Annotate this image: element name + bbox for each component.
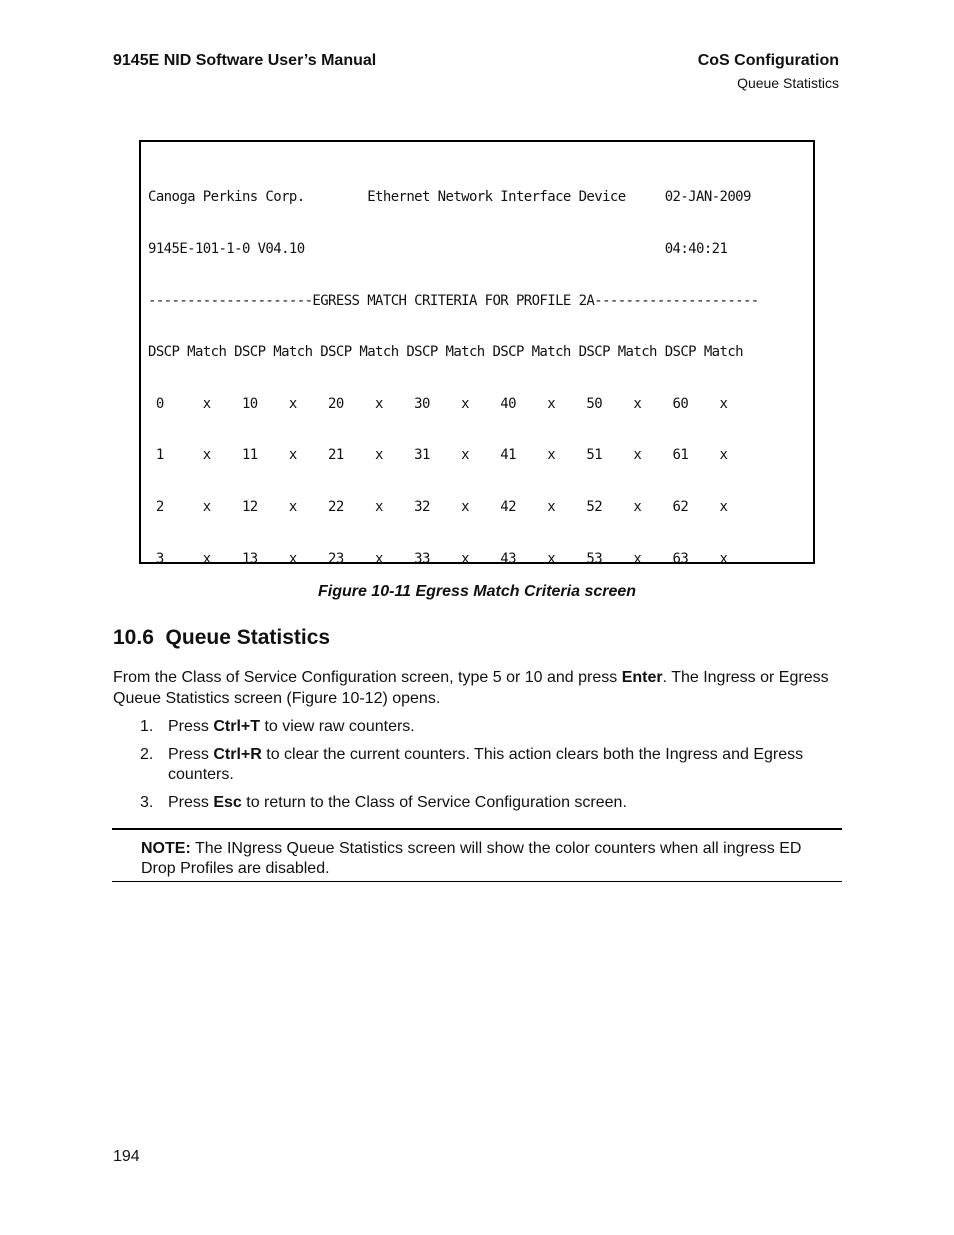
step-text-post: to clear the current counters. This action clears both the Ingress and Egress counters. bbox=[168, 746, 804, 783]
chapter-subtitle: Queue Statistics bbox=[737, 75, 839, 91]
terminal-line: Canoga Perkins Corp. Ethernet Network Interface Device 02-JAN-2009 bbox=[148, 189, 751, 206]
terminal-line: ---------------------EGRESS MATCH CRITERIA FOR PROFILE 2A--------------------- bbox=[148, 292, 759, 309]
step-key: Ctrl+T bbox=[213, 718, 261, 735]
terminal-line: 0 x 10 x 20 x 30 x 40 x 50 x 60 x bbox=[148, 395, 728, 412]
section-title: Queue Statistics bbox=[165, 626, 331, 649]
chapter-title: CoS Configuration bbox=[697, 52, 839, 69]
section-heading bbox=[113, 626, 330, 650]
figure-caption: Figure 10-11 Egress Match Criteria screen bbox=[317, 583, 637, 600]
step-text-pre: Press bbox=[168, 794, 214, 811]
step-number: 3. bbox=[140, 794, 154, 811]
terminal-text bbox=[141, 142, 813, 564]
terminal-line: 3 x 13 x 23 x 33 x 43 x 53 x 63 x bbox=[148, 550, 728, 564]
list-item bbox=[113, 793, 843, 813]
intro-key: Enter bbox=[621, 669, 663, 686]
step-text-post: to view raw counters. bbox=[260, 718, 415, 735]
terminal-line: DSCP Match DSCP Match DSCP Match DSCP Match DSCP Match DSCP Match DSCP Match bbox=[148, 344, 743, 361]
terminal-line: 2 x 12 x 22 x 32 x 42 x 52 x 62 x bbox=[148, 498, 728, 515]
intro-paragraph bbox=[113, 667, 843, 709]
note-text: The INgress Queue Statistics screen will show the color counters when all ingress ED Drop Profiles are disabled. bbox=[141, 840, 802, 877]
list-item bbox=[113, 717, 843, 737]
note-bottom-divider bbox=[112, 881, 842, 882]
terminal-line: 9145E-101-1-0 V04.10 04:40:21 bbox=[148, 241, 728, 257]
page-number: 194 bbox=[113, 1148, 140, 1165]
list-item bbox=[113, 745, 843, 785]
note-box bbox=[141, 839, 821, 879]
note-top-divider bbox=[112, 828, 842, 830]
step-text-pre: Press bbox=[168, 746, 214, 763]
step-number: 1. bbox=[140, 718, 154, 735]
terminal-screen-figure bbox=[139, 140, 815, 564]
steps-list bbox=[113, 717, 843, 821]
step-key: Ctrl+R bbox=[213, 746, 262, 763]
intro-text-before: From the Class of Service Configuration screen, type 5 or 10 and press bbox=[113, 669, 622, 686]
manual-title: 9145E NID Software User’s Manual bbox=[113, 52, 377, 69]
terminal-line: 1 x 11 x 21 x 31 x 41 x 51 x 61 x bbox=[148, 447, 728, 464]
step-text-post: to return to the Class of Service Configuration screen. bbox=[241, 794, 627, 811]
step-key: Esc bbox=[213, 794, 242, 811]
note-label: NOTE: bbox=[141, 840, 191, 857]
section-number: 10.6 bbox=[113, 626, 154, 649]
step-text-pre: Press bbox=[168, 718, 214, 735]
intro-text-after: . The Ingress or Egress Queue Statistics screen (Figure 10-12) opens. bbox=[113, 669, 829, 707]
step-number: 2. bbox=[140, 746, 154, 763]
